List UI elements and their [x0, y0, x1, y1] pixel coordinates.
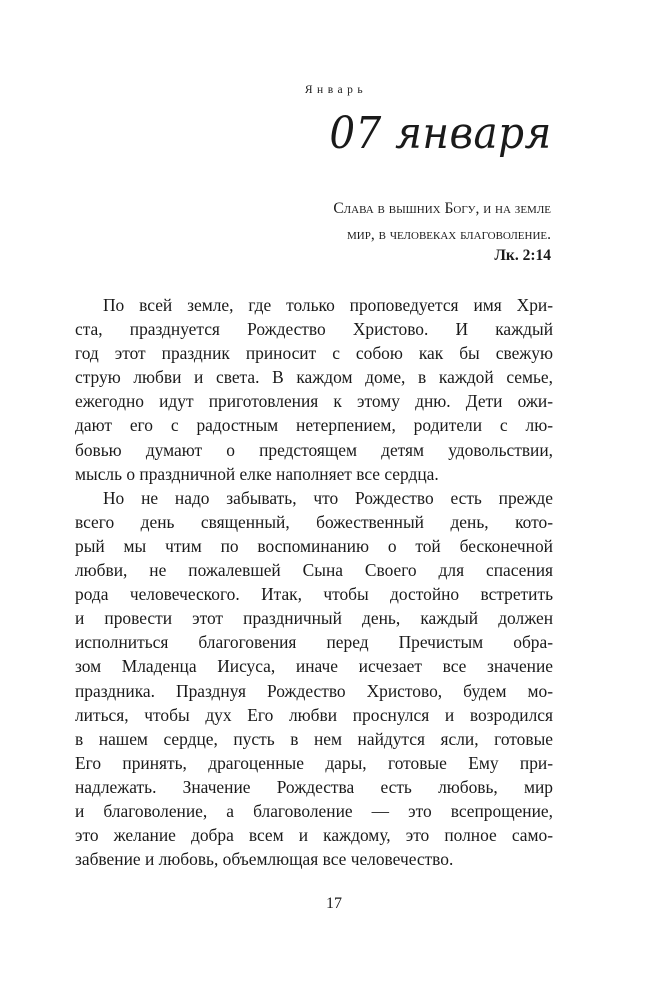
- epigraph-line: Слава в вышних Богу, и на земле: [333, 200, 551, 217]
- epigraph-reference: Лк. 2:14: [494, 247, 551, 264]
- body-text: [75, 293, 553, 871]
- text-line: надлежать. Значение Рождества есть любовь, мир: [75, 776, 553, 797]
- text-line: забвение и любовь, объемлющая все человечество.: [75, 849, 454, 870]
- epigraph: [151, 196, 551, 248]
- text-line: год этот праздник приносит с собою как бы свежую: [75, 343, 553, 364]
- text-line: зом Младенца Иисуса, иначе исчезает все значение: [75, 656, 553, 677]
- text-line: струю любви и света. В каждом доме, в каждой семье,: [75, 367, 553, 388]
- text-line: бовью думают о предстоящем детям удовольствии,: [75, 439, 553, 460]
- text-line: исполниться благоговения перед Пречистым обра-: [75, 632, 553, 653]
- text-line: любви, не пожалевшей Сына Своего для спасения: [75, 560, 553, 581]
- text-line: ста, празднуется Рождество Христово. И каждый: [75, 319, 553, 340]
- text-line: Но не надо забывать, что Рождество есть прежде: [103, 487, 553, 508]
- paragraph: [75, 486, 553, 872]
- text-line: дают его с радостным нетерпением, родители с лю-: [75, 415, 553, 436]
- text-line: рода человеческого. Итак, чтобы достойно встретить: [75, 584, 553, 605]
- text-line: рый мы чтим по воспоминанию о той бесконечной: [75, 535, 553, 556]
- date-title: 07 января: [329, 108, 552, 159]
- text-line: и провести этот праздничный день, каждый должен: [75, 608, 553, 629]
- text-line: ежегодно идут приготовления к этому дню. Дети ожи-: [75, 391, 553, 412]
- paragraph: [75, 293, 553, 486]
- text-line: мысль о праздничной елке наполняет все сердца.: [75, 463, 439, 484]
- text-line: всего день священный, божественный день, кото-: [75, 511, 553, 532]
- text-line: и благоволение, а благоволение — это всепрощение,: [75, 800, 553, 821]
- text-line: литься, чтобы дух Его любви проснулся и возродился: [75, 704, 553, 725]
- text-line: По всей земле, где только проповедуется имя Хри-: [103, 295, 553, 315]
- text-line: это желание добра всем и каждому, это полное само-: [75, 825, 553, 846]
- epigraph-line: мир, в человеках благоволение.: [347, 226, 551, 243]
- text-line: Его принять, драгоценные дары, готовые Ему при-: [75, 752, 553, 773]
- text-line: в нашем сердце, пусть в нем найдутся ясли, готовые: [75, 728, 553, 749]
- text-line: праздника. Празднуя Рождество Христово, будем мо-: [75, 680, 553, 701]
- page-number: 17: [326, 895, 342, 912]
- running-header-month: Январь: [304, 84, 368, 96]
